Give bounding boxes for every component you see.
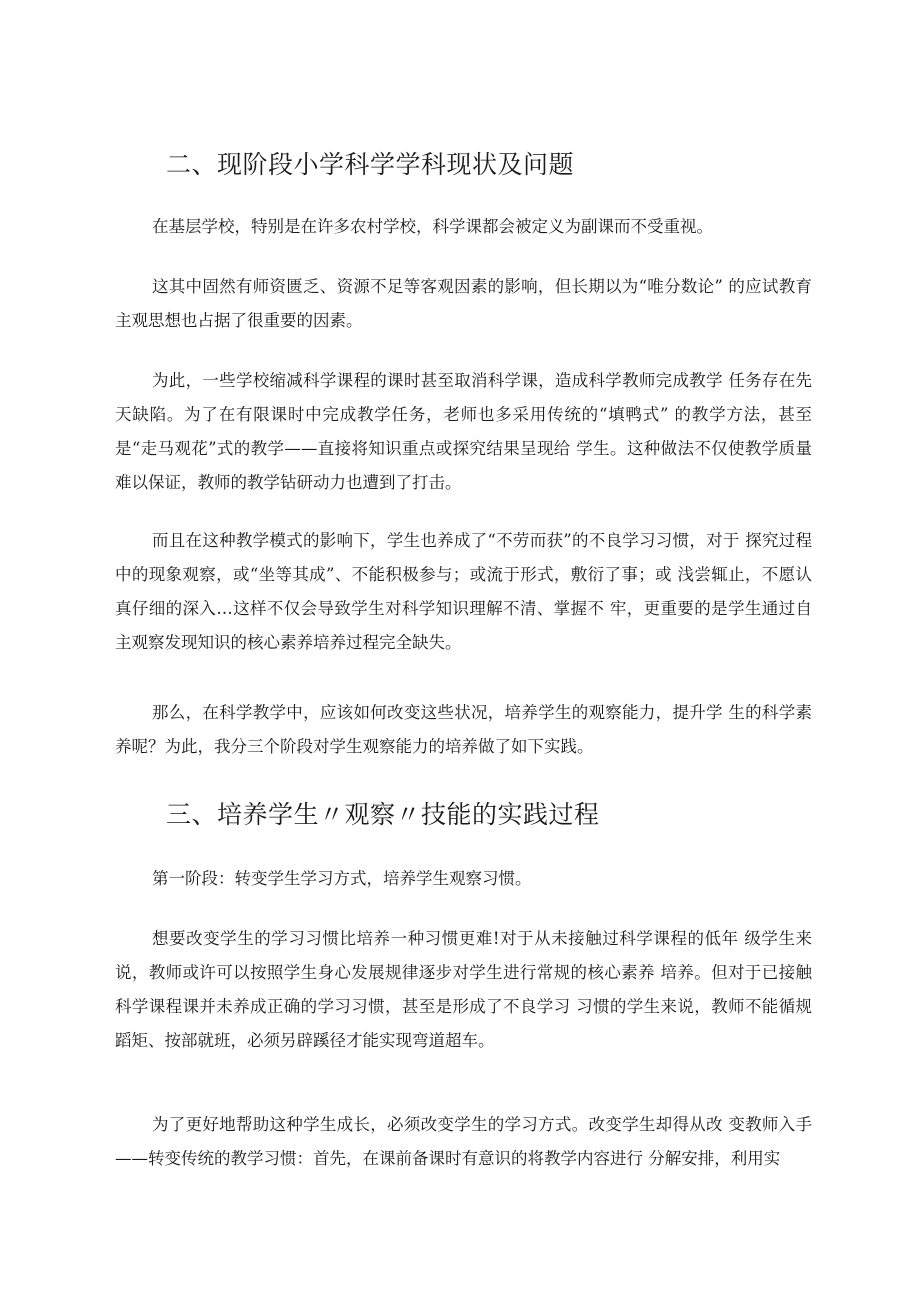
section-2-paragraph-2: 这其中固然有师资匮乏、资源不足等客观因素的影响，但长期以为“唯分数论” 的应试教育主观思想也占据了很重要的因素。	[115, 277, 812, 330]
section-2-paragraph-4: 而且在这种教学模式的影响下，学生也养成了“不劳而获”的不良学习习惯，对于 探究过程中的现象观察，或“坐等其成”、不能积极参与；或流于形式，敷衍了事；或 浅尝辄止，不愿认真仔细的深入…这样不仅会导致学生对科学知识理解不清、掌握不 牢，更重要的是学生通过自主观察发现知识的核心素养培养过程完全缺失。	[115, 531, 812, 652]
section-3-paragraph-2: 想要改变学生的学习习惯比培养一种习惯更难!对于从未接触过科学课程的低年 级学生来说，教师或许可以按照学生身心发展规律逐步对学生进行常规的核心素养 培养。但对于已接触科学课程课并未养成正确的学习习惯，甚至是形成了不良学习 习惯的学生来说，教师不能循规蹈矩、按部就班，必须另辟蹊径才能实现弯道超车。	[115, 929, 812, 1050]
section-3-paragraph-1: 第一阶段：转变学生学习方式，培养学生观察习惯。	[152, 869, 532, 888]
section-2-paragraph-3: 为此，一些学校缩减科学课程的课时甚至取消科学课，造成科学教师完成教学 任务存在先天缺陷。为了在有限课时中完成教学任务，老师也多采用传统的“填鸭式” 的教学方法，甚至是“走马观花”式的教学——直接将知识重点或探究结果呈现给 学生。这种做法不仅使教学质量难以保证，教师的教学钻研动力也遭到了打击。	[115, 371, 812, 492]
section-3-heading: 三、培养学生〃观察〃技能的实践过程	[166, 800, 600, 829]
section-2-paragraph-5: 那么，在科学教学中，应该如何改变这些状况，培养学生的观察能力，提升学 生的科学素养呢？为此，我分三个阶段对学生观察能力的培养做了如下实践。	[115, 703, 812, 756]
section-2-paragraph-1: 在基层学校，特别是在许多农村学校，科学课都会被定义为副课而不受重视。	[152, 217, 713, 236]
section-3-paragraph-3: 为了更好地帮助这种学生成长，必须改变学生的学习方式。改变学生却得从改 变教师入手——转变传统的教学习惯：首先，在课前备课时有意识的将教学内容进行 分解安排，利用实	[115, 1115, 812, 1168]
section-2-heading: 二、现阶段小学科学学科现状及问题	[166, 150, 575, 179]
